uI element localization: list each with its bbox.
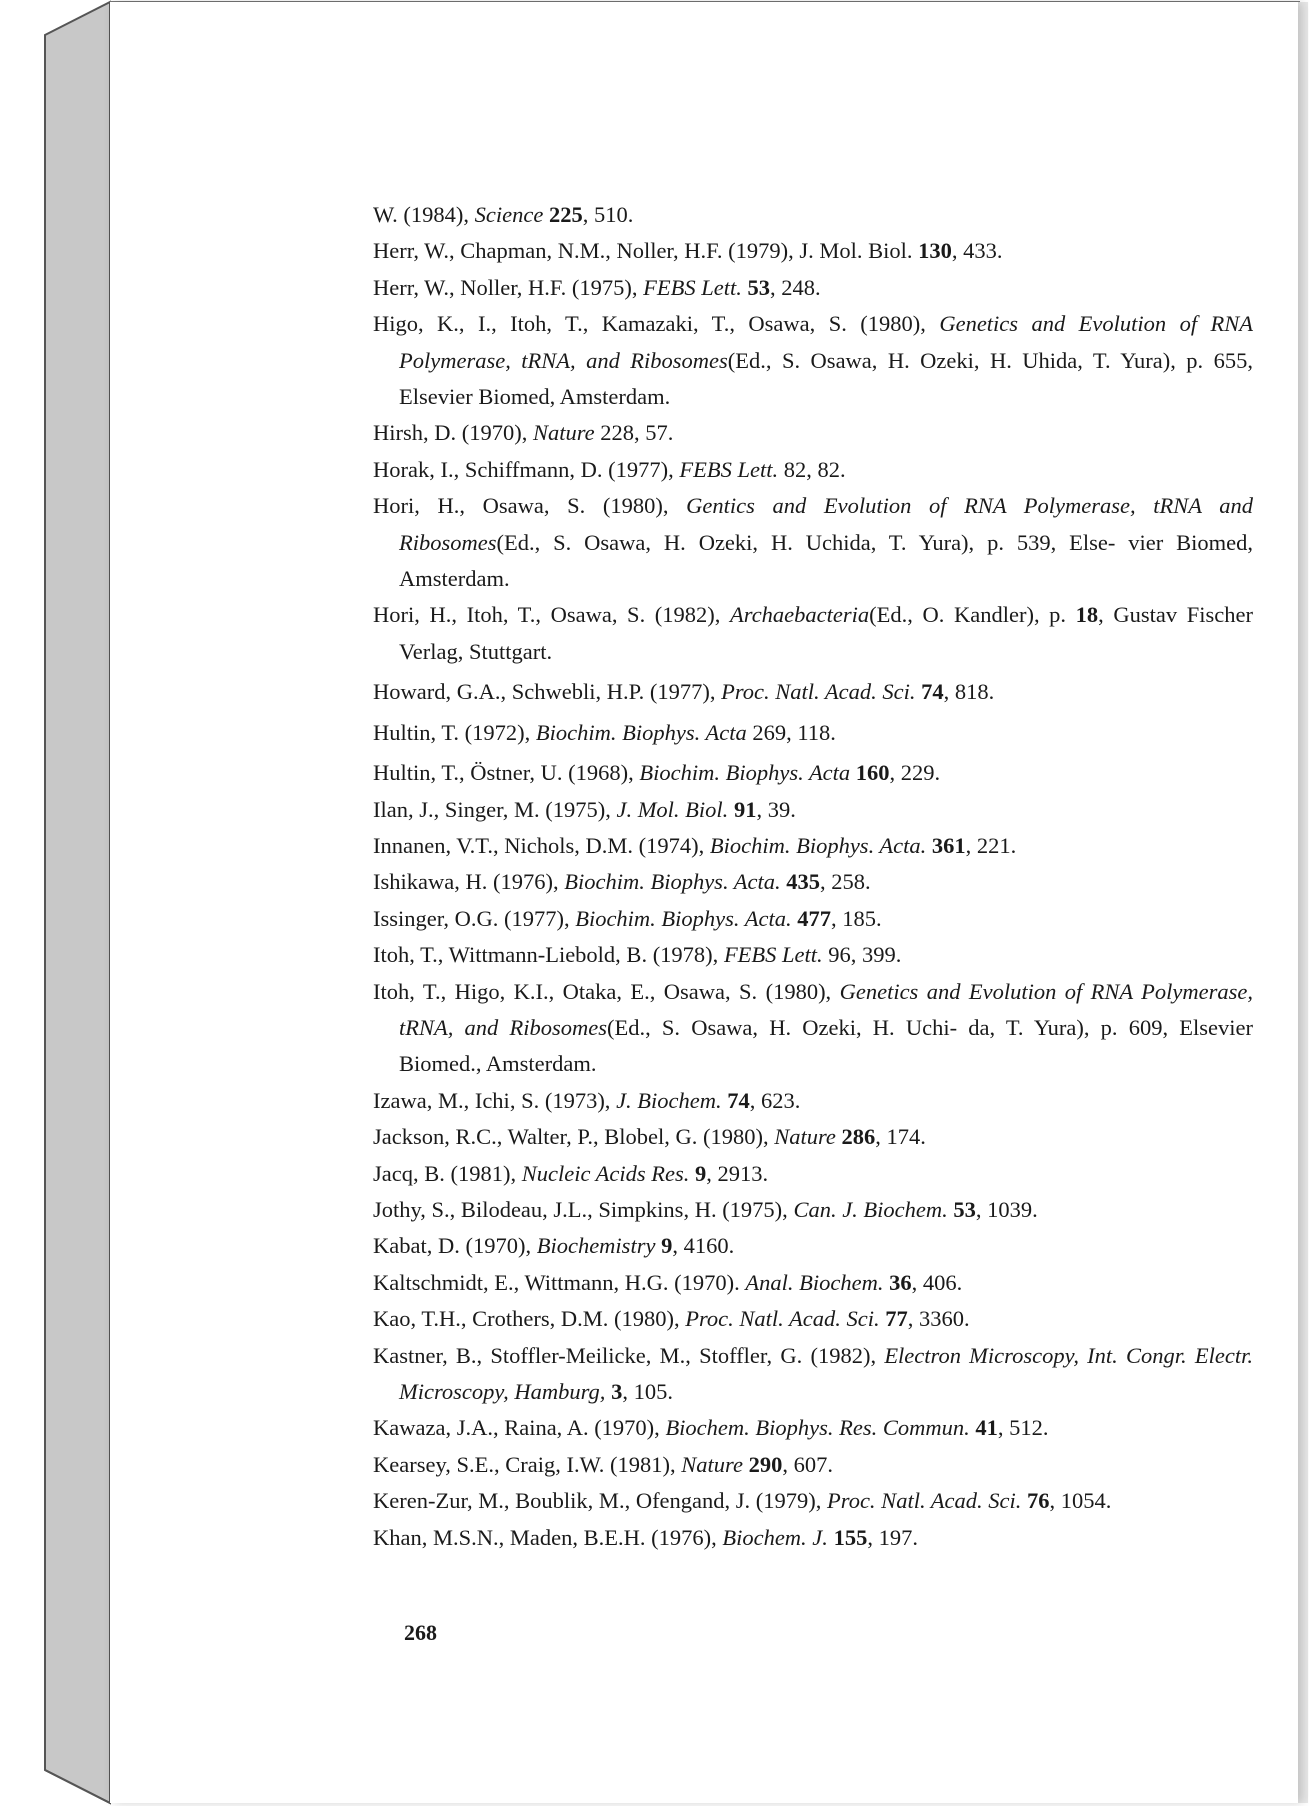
reference-text: , 3360. [907,1306,970,1332]
reference-entry [373,488,1253,597]
reference-entry [373,1119,1253,1155]
volume-number: 3 [611,1379,623,1404]
journal-title: Biochem. J. [722,1524,828,1550]
journal-title: Biochemistry [536,1233,656,1259]
reference-text: , 1054. [1049,1488,1112,1514]
reference-text: Kastner, B., Stoffler-Meilicke, M., Stoffler, G. (1982), [373,1342,885,1368]
volume-number: 9 [695,1160,707,1186]
journal-title: Nature [532,420,595,446]
volume-number: 160 [855,760,890,786]
reference-text: Hirsh, D. (1970), [373,420,533,446]
volume-number: 53 [747,274,770,300]
volume-number: 76 [1027,1488,1050,1514]
reference-text: , 510. [582,202,634,227]
reference-text: W. (1984), [373,202,475,227]
reference-text: Hultin, T., Östner, U. (1968), [373,760,640,786]
journal-title: Nature [774,1124,836,1150]
reference-text: Jacq, B. (1981), [373,1160,522,1186]
journal-title: Biochim. Biophys. Acta. [564,869,781,895]
reference-list [373,197,1253,1556]
reference-entry [373,1520,1253,1556]
journal-title: Electron Microscopy, Int. Congr. Electr. Microscopy, Hamburg, [399,1342,1254,1404]
reference-entry [373,1192,1253,1228]
reference-text: Kearsey, S.E., Craig, I.W. (1981), [373,1451,682,1477]
reference-text: Herr, W., Noller, H.F. (1975), [373,274,644,300]
journal-title: J. Biochem. [616,1087,722,1113]
reference-text: , 4160. [672,1233,735,1259]
journal-title: Proc. Natl. Acad. Sci. [827,1488,1022,1514]
reference-entry [373,1083,1253,1119]
reference-entry [373,270,1253,306]
reference-text: Innanen, V.T., Nichols, D.M. (1974), [373,832,710,858]
reference-text: , 105. [622,1379,673,1404]
journal-title: Nature [681,1451,743,1477]
reference-text: , 512. [997,1415,1049,1441]
reference-text: , Gustav Fischer Verlag, Stuttgart. [399,602,1253,664]
reference-entry [373,1156,1253,1192]
reference-text: Issinger, O.G. (1977), [373,905,576,931]
volume-number: 36 [889,1269,912,1295]
reference-text: Herr, W., Chapman, N.M., Noller, H.F. (1979), J. Mol. Biol. [373,238,919,264]
journal-title: FEBS Lett. [643,274,742,300]
reference-text: 228, 57. [594,420,674,446]
reference-entry [373,937,1253,973]
journal-title: Biochim. Biophys. Acta [535,719,747,745]
reference-entry [373,1228,1253,1264]
reference-text: , 406. [911,1269,963,1295]
reference-text: (Ed., O. Kandler), p. [869,602,1076,628]
reference-text: , 818. [943,679,995,705]
reference-text: Itoh, T., Higo, K.I., Otaka, E., Osawa, S. (1980), [373,978,840,1004]
reference-text: , 229. [889,760,941,786]
reference-text: , 197. [867,1524,918,1550]
volume-number: 53 [953,1196,976,1222]
reference-text: Kaltschmidt, E., Wittmann, H.G. (1970). [373,1269,746,1295]
journal-title: Nucleic Acids Res. [521,1160,690,1186]
reference-text: 82, 82. [778,456,846,482]
journal-title: Proc. Natl. Acad. Sci. [721,679,916,705]
reference-text: , 433. [951,238,1003,264]
volume-number: 18 [1075,602,1099,628]
reference-text: Izawa, M., Ichi, S. (1973), [373,1087,617,1113]
journal-title: FEBS Lett. [723,942,823,968]
reference-text: , 39. [756,796,796,822]
reference-entry [373,674,1253,710]
reference-entry [373,597,1253,670]
volume-number: 41 [975,1415,998,1441]
volume-number: 74 [921,679,944,705]
journal-title: FEBS Lett. [679,456,779,482]
reference-text: , 2913. [706,1160,769,1186]
journal-title: Proc. Natl. Acad. Sci. [685,1306,880,1332]
journal-title: Archaebacteria [730,602,870,628]
reference-text: , 607. [782,1451,833,1477]
reference-entry [373,233,1253,269]
reference-entry [373,1338,1253,1411]
volume-number: 9 [661,1233,673,1259]
page-number: 268 [404,1620,437,1645]
volume-number: 225 [549,202,583,227]
journal-title: Genetics and Evolution of RNA Polymerase, tRNA, and Ribosomes [399,978,1253,1040]
reference-text: Kabat, D. (1970), [373,1233,537,1259]
volume-number: 477 [797,905,831,931]
reference-text: Kawaza, J.A., Raina, A. (1970), [373,1415,666,1441]
reference-text: Ilan, J., Singer, M. (1975), [373,796,617,822]
reference-entry [373,715,1253,751]
reference-text: Ishikawa, H. (1976), [373,869,565,895]
reference-text: Hori, H., Osawa, S. (1980), [373,493,687,519]
journal-title: J. Mol. Biol. [616,796,729,822]
reference-text: Jothy, S., Bilodeau, J.L., Simpkins, H. (1975), [373,1196,794,1222]
reference-text: (Ed., S. Osawa, H. Ozeki, H. Uchida, T. Yura), p. 539, Else- vier Biomed, Amsterdam. [399,529,1253,592]
reference-text: Jackson, R.C., Walter, P., Blobel, G. (1980), [373,1124,775,1150]
reference-text: , 221. [965,832,1017,858]
reference-text: Howard, G.A., Schwebli, H.P. (1977), [373,679,722,705]
reference-text: Itoh, T., Wittmann-Liebold, B. (1978), [373,942,724,968]
reference-entry [373,1265,1253,1301]
reference-text: , 174. [875,1124,926,1150]
journal-title: Genetics and Evolution of RNA Polymerase, tRNA, and Ribosomes [399,311,1254,373]
journal-title: Biochim. Biophys. Acta. [709,832,927,858]
reference-entry [373,452,1253,488]
volume-number: 435 [786,869,821,895]
reference-entry [373,1410,1253,1446]
reference-text: , 623. [749,1087,801,1113]
reference-text: 269, 118. [746,719,836,745]
reference-text: (Ed., S. Osawa, H. Ozeki, H. Uhida, T. Yura), p. 655, Elsevier Biomed, Amsterdam. [399,347,1253,410]
reference-text: Hultin, T. (1972), [373,719,536,745]
reference-entry [373,901,1253,937]
reference-text: , 1039. [975,1196,1038,1222]
reference-text: (Ed., S. Osawa, H. Ozeki, H. Uchi- da, T. Yura), p. 609, Elsevier Biomed., Amsterdam. [399,1014,1253,1077]
journal-title: Anal. Biochem. [745,1269,884,1295]
journal-title: Biochim. Biophys. Acta. [575,905,792,931]
reference-entry [373,1301,1253,1337]
reference-text: Khan, M.S.N., Maden, B.E.H. (1976), [373,1524,723,1550]
reference-entry [373,1483,1253,1519]
reference-entry [373,792,1253,828]
volume-number: 286 [841,1124,876,1150]
journal-title: Science [474,202,544,227]
journal-title: Can. J. Biochem. [793,1196,948,1222]
volume-number: 155 [833,1524,868,1550]
volume-number: 77 [885,1306,908,1332]
reference-entry [373,306,1253,415]
reference-entry [373,415,1253,451]
reference-entry [373,755,1253,791]
reference-text: 96, 399. [822,942,902,968]
volume-number: 130 [918,238,952,264]
reference-text: Keren-Zur, M., Boublik, M., Ofengand, J. (1979), [373,1488,828,1514]
reference-text: , 185. [831,905,882,931]
reference-text: Higo, K., I., Itoh, T., Kamazaki, T., Osawa, S. (1980), [373,311,940,337]
reference-entry [373,1447,1253,1483]
reference-text: Hori, H., Itoh, T., Osawa, S. (1982), [373,602,731,628]
journal-title: Gentics and Evolution of RNA Polymerase, tRNA and Ribosomes [399,493,1253,555]
book-page [110,2,1298,1803]
reference-entry [373,864,1253,900]
volume-number: 290 [748,1451,783,1477]
volume-number: 361 [931,832,966,858]
volume-number: 91 [733,796,757,822]
reference-text: Kao, T.H., Crothers, D.M. (1980), [373,1306,686,1332]
reference-text: , 248. [769,274,821,300]
volume-number: 74 [727,1087,750,1113]
reference-entry [373,974,1253,1083]
journal-title: Biochim. Biophys. Acta [639,760,851,786]
reference-text: Horak, I., Schiffmann, D. (1977), [373,456,680,482]
reference-text: , 258. [820,869,871,895]
reference-entry [373,828,1253,864]
reference-entry [373,197,1253,233]
journal-title: Biochem. Biophys. Res. Commun. [665,1415,970,1441]
